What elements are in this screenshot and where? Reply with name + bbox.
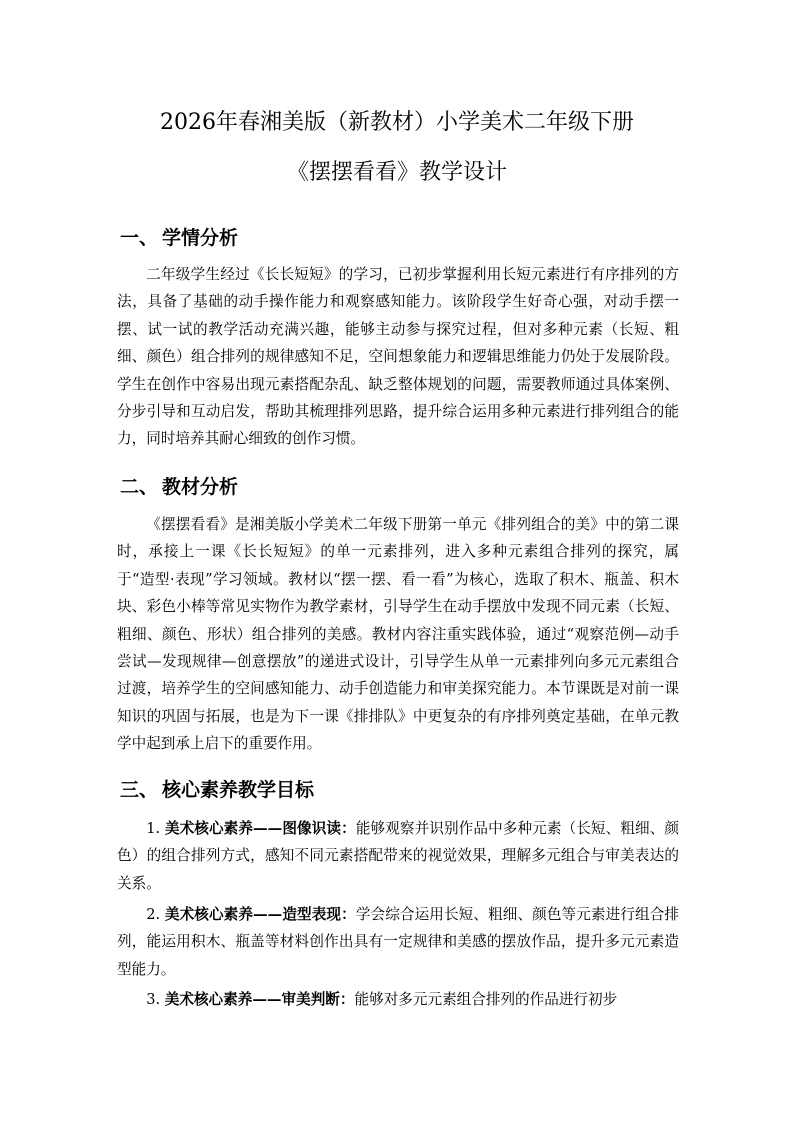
goal-item [117, 901, 679, 983]
section-heading-learner-analysis [120, 225, 680, 251]
goal-index: 1. [146, 820, 161, 837]
goal-text: 学会综合运用长短、粗细、颜色等元素进行组合排列，能运用积木、瓶盖等材料创作出具有一定规律和美感的摆放作品，提升多元元素造型能力。 [117, 906, 679, 978]
section-heading-teaching-goals [120, 777, 680, 803]
goal-item [117, 815, 679, 897]
goal-index: 2. [146, 906, 161, 923]
goal-index: 3. [146, 991, 161, 1008]
goal-text: 能够观察并识别作品中多种元素（长短、粗细、颜色）的组合排列方式，感知不同元素搭配带来的视觉效果，理解多元组合与审美表达的关系。 [117, 820, 679, 892]
goal-item [117, 986, 679, 1013]
section-heading-text: 核心素养教学目标 [162, 779, 315, 801]
document-title-line1: 2026年春湘美版（新教材）小学美术二年级下册 [160, 110, 634, 135]
section-number: 二、 [120, 476, 159, 498]
goal-lead: 美术核心素养——造型表现： [164, 906, 356, 923]
textbook-analysis-paragraph: 《摆摆看看》是湘美版小学美术二年级下册第一单元《排列组合的美》中的第二课时，承接上一课《长长短短》的单一元素排列，进入多种元素组合排列的探究，属于“造型·表现”学习领域。教材以“摆一摆、看一看”为核心，选取了积木、瓶盖、积木块、彩色小棒等常见实物作为教学素材，引导学生在动手摆放中发现不同元素（长短、粗细、颜色、形状）组合排列的美感。教材内容注重实践体验，通过“观察范例—动手尝试—发现规律—创意摆放”的递进式设计，引导学生从单一元素排列向多元元素组合过渡，培养学生的空间感知能力、动手创造能力和审美探究能力。本节课既是对前一课知识的巩固与拓展，也是为下一课《排排队》中更复杂的有序排列奠定基础，在单元教学中起到承上启下的重要作用。 [117, 516, 679, 753]
section-heading-text: 学情分析 [162, 227, 239, 249]
goal-lead: 美术核心素养——审美判断： [164, 991, 355, 1008]
document-title-line2: 《摆摆看看》教学设计 [286, 160, 507, 185]
goal-text: 能够对多元元素组合排列的作品进行初步 [354, 991, 618, 1008]
section-number: 三、 [120, 779, 159, 801]
section-heading-textbook-analysis [120, 474, 680, 500]
section-number: 一、 [120, 227, 159, 249]
section-heading-text: 教材分析 [162, 476, 239, 498]
learner-analysis-paragraph: 二年级学生经过《长长短短》的学习，已初步掌握利用长短元素进行有序排列的方法，具备了基础的动手操作能力和观察感知能力。该阶段学生好奇心强，对动手摆一摆、试一试的教学活动充满兴趣，能够主动参与探究过程，但对多种元素（长短、粗细、颜色）组合排列的规律感知不足，空间想象能力和逻辑思维能力仍处于发展阶段。学生在创作中容易出现元素搭配杂乱、缺乏整体规划的问题，需要教师通过具体案例、分步引导和互动启发，帮助其梳理排列思路，提升综合运用多种元素进行排列组合的能力，同时培养其耐心细致的创作习惯。 [117, 266, 679, 448]
goal-lead: 美术核心素养——图像识读： [164, 820, 356, 837]
